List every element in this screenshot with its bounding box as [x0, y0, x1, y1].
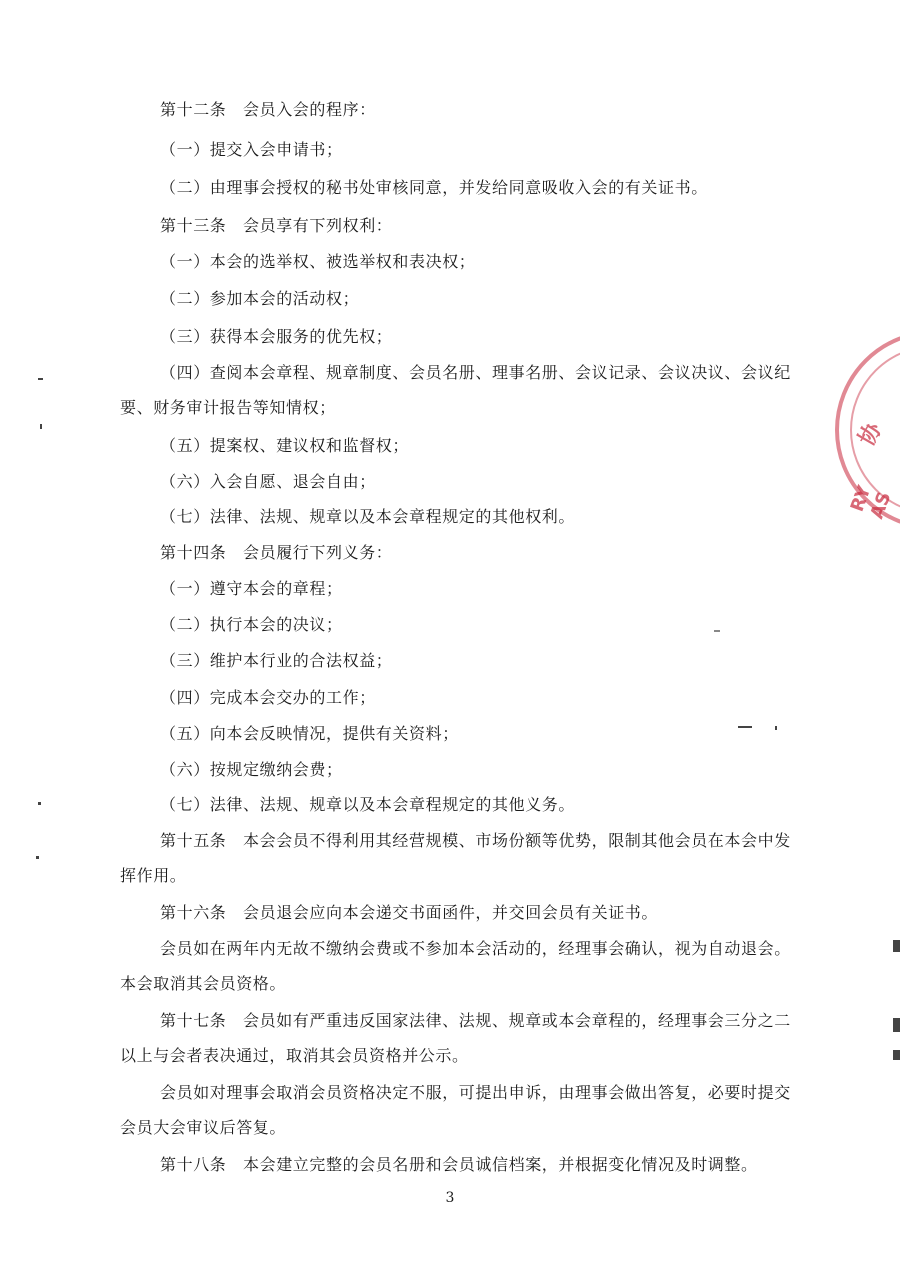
seal-text-top: 协 — [854, 418, 888, 451]
article-13-item-4-cont: 要、财务审计报告等知情权； — [120, 398, 336, 417]
article-17-line-1: 第十七条 会员如有严重违反国家法律、法规、规章或本会章程的，经理事会三分之二 — [160, 1011, 791, 1030]
article-15-line-1: 第十五条 本会会员不得利用其经营规模、市场份额等优势，限制其他会员在本会中发 — [160, 831, 791, 850]
article-13-item-6: （六）入会自愿、退会自由； — [160, 472, 376, 491]
scan-speck — [714, 630, 720, 632]
scan-speck — [775, 726, 777, 730]
article-15-line-2: 挥作用。 — [120, 866, 187, 885]
seal-text-bottom: RY AS — [846, 482, 896, 522]
article-13-item-3: （三）获得本会服务的优先权； — [160, 327, 393, 346]
scan-edge-mark — [893, 1050, 900, 1060]
scan-speck — [40, 424, 42, 429]
article-14-item-7: （七）法律、法规、规章以及本会章程规定的其他义务。 — [160, 795, 576, 814]
article-14-item-1: （一）遵守本会的章程； — [160, 579, 343, 598]
article-16-para-2-line-2: 本会取消其会员资格。 — [120, 974, 287, 993]
article-14-item-3: （三）维护本行业的合法权益； — [160, 651, 393, 670]
article-12-item-1: （一）提交入会申请书； — [160, 140, 343, 159]
scan-speck — [36, 856, 39, 859]
article-14-item-5: （五）向本会反映情况，提供有关资料； — [160, 724, 459, 743]
article-14-item-6: （六）按规定缴纳会费； — [160, 760, 343, 779]
scan-speck — [38, 802, 41, 805]
article-14-heading: 第十四条 会员履行下列义务： — [160, 543, 393, 562]
article-13-item-2: （二）参加本会的活动权； — [160, 289, 360, 308]
article-14-item-4: （四）完成本会交办的工作； — [160, 688, 376, 707]
article-13-item-4: （四）查阅本会章程、规章制度、会员名册、理事名册、会议记录、会议决议、会议纪 — [160, 363, 791, 382]
article-16-para-2-line-1: 会员如在两年内无故不缴纳会费或不参加本会活动的，经理事会确认，视为自动退会。 — [160, 939, 791, 958]
article-12-heading: 第十二条 会员入会的程序： — [160, 100, 376, 119]
page-number: 3 — [445, 1190, 455, 1206]
article-17-para-2-line-1: 会员如对理事会取消会员资格决定不服，可提出申诉，由理事会做出答复，必要时提交 — [160, 1083, 791, 1102]
article-13-item-7: （七）法律、法规、规章以及本会章程规定的其他权利。 — [160, 507, 576, 526]
scan-edge-mark — [893, 1018, 900, 1032]
article-14-item-2: （二）执行本会的决议； — [160, 615, 343, 634]
article-18-line-1: 第十八条 本会建立完整的会员名册和会员诚信档案，并根据变化情况及时调整。 — [160, 1155, 758, 1174]
article-13-item-5: （五）提案权、建议权和监督权； — [160, 436, 410, 455]
article-17-para-2-line-2: 会员大会审议后答复。 — [120, 1118, 287, 1137]
article-12-item-2: （二）由理事会授权的秘书处审核同意，并发给同意吸收入会的有关证书。 — [160, 178, 708, 197]
scan-speck — [738, 726, 752, 728]
article-16-line-1: 第十六条 会员退会应向本会递交书面函件，并交回会员有关证书。 — [160, 903, 659, 922]
scan-edge-mark — [893, 940, 900, 952]
article-13-heading: 第十三条 会员享有下列权利： — [160, 216, 393, 235]
article-17-line-2: 以上与会者表决通过，取消其会员资格并公示。 — [120, 1046, 469, 1065]
article-13-item-1: （一）本会的选举权、被选举权和表决权； — [160, 252, 476, 271]
scan-speck — [38, 378, 43, 380]
